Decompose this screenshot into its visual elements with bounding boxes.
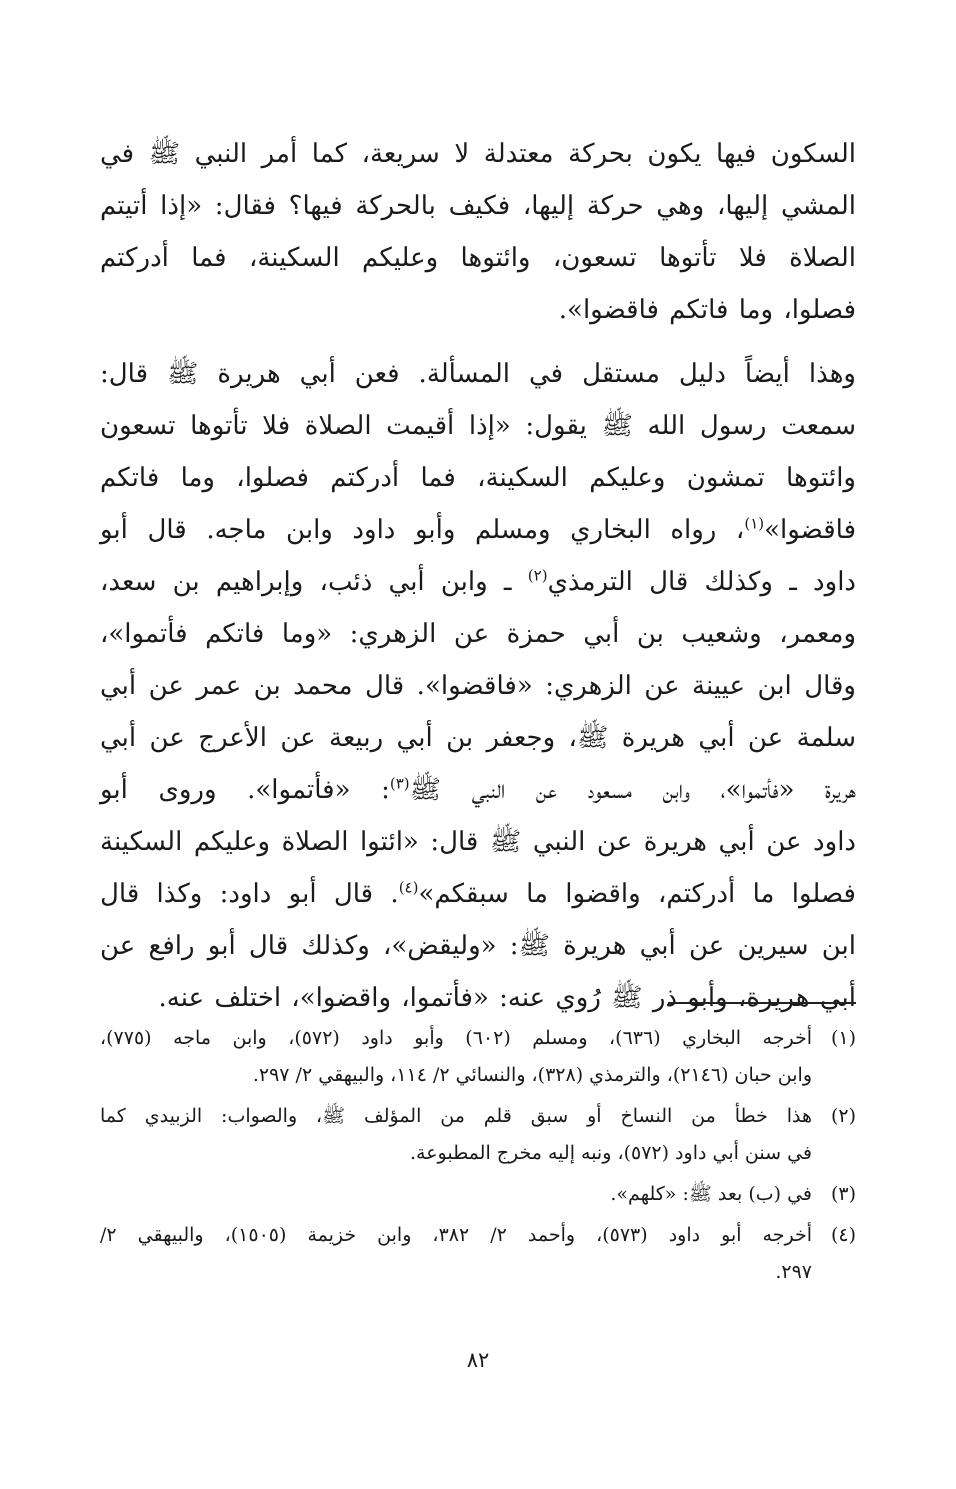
text-fragment: : «فأتموا». وروى أبو	[100, 775, 390, 805]
text-line: الصلاة فلا تأتوها تسعون، وائتوها وعليكم السكينة، فما أدركتم	[100, 243, 856, 273]
text-fragment: فصلوا ما أدركتم، واقضوا ما سبقكم»	[418, 879, 856, 909]
footnote-line: أخرجه البخاري (٦٣٦)، ومسلم (٦٠٢) وأبو داود (٥٧٢)، وابن ماجه (٧٧٥)،	[100, 1027, 812, 1049]
footnote-1	[100, 1020, 856, 1094]
text-fragment: . قال أبو داود: وكذا قال	[100, 879, 399, 909]
text-line	[100, 764, 856, 816]
footnote-marker[interactable]: (١)	[744, 514, 765, 533]
footnote-4	[100, 1217, 856, 1291]
footnote-text	[100, 1098, 812, 1172]
text-fragment: فاقضوا»	[764, 515, 856, 545]
footnote-separator	[668, 1002, 856, 1004]
footnote-3	[100, 1176, 856, 1213]
text-line: ابن سيرين عن أبي هريرة ﷺ: «وليقض»، وكذلك قال أبو رافع عن	[100, 931, 856, 961]
text-line	[100, 504, 856, 556]
footnote-number: (١)	[830, 1027, 856, 1049]
footnote-2	[100, 1098, 856, 1172]
footnote-line: في سنن أبي داود (٥٧٢)، ونبه إليه مخرج المطبوعة.	[409, 1142, 812, 1164]
footnote-line: أخرجه أبو داود (٥٧٣)، وأحمد ٢/ ٣٨٢، وابن خزيمة (١٥٠٥)، والبيهقي ٢/	[100, 1224, 812, 1246]
text-line: ومعمر، وشعيب بن أبي حمزة عن الزهري: «وما فاتكم فأتموا»،	[100, 619, 856, 649]
text-line: السكون فيها يكون بحركة معتدلة لا سريعة، كما أمر النبي ﷺ في	[100, 139, 856, 169]
text-line	[100, 556, 856, 608]
footnote-line: وابن حبان (٢١٤٦)، والترمذي (٣٢٨)، والنسائي ٢/ ١١٤، والبيهقي ٢/ ٢٩٧.	[252, 1064, 812, 1086]
footnote-line: ٢٩٧.	[775, 1261, 812, 1283]
main-text	[100, 128, 856, 1024]
text-line: وقال ابن عيينة عن الزهري: «فاقضوا». قال محمد بن عمر عن أبي	[100, 671, 856, 701]
footnote-text	[100, 1020, 812, 1094]
text-fragment: داود ـ وكذلك قال الترمذي	[547, 567, 856, 597]
text-line: وهذا أيضاً دليل مستقل في المسألة. فعن أبي هريرة ﷺ قال:	[100, 359, 856, 389]
footnote-text	[100, 1176, 812, 1213]
text-line: سمعت رسول الله ﷺ يقول: «إذا أقيمت الصلاة فلا تأتوها تسعون	[100, 411, 856, 441]
footnote-number: (٢)	[830, 1105, 856, 1127]
text-line	[100, 868, 856, 920]
text-line: داود عن أبي هريرة عن النبي ﷺ قال: «ائتوا الصلاة وعليكم السكينة	[100, 827, 856, 857]
paragraph-1	[100, 128, 856, 336]
footnote-line: في (ب) بعد ﷺ: «كلهم».	[610, 1183, 812, 1205]
text-fragment: ، رواه البخاري ومسلم وأبو داود وابن ماجه. قال أبو	[100, 515, 745, 545]
paragraph-2	[100, 348, 856, 1024]
footnote-marker[interactable]: (٣)	[389, 774, 410, 793]
text-line: وائتوها تمشون وعليكم السكينة، فما أدركتم فصلوا، وما فاتكم	[100, 463, 856, 493]
footnotes	[100, 1020, 856, 1295]
footnote-number: (٣)	[830, 1183, 856, 1205]
page-number: ٨٢	[466, 1348, 490, 1372]
footnote-marker[interactable]: (٢)	[527, 566, 548, 585]
text-line: سلمة عن أبي هريرة ﷺ، وجعفر بن أبي ربيعة عن الأعرج عن أبي	[100, 723, 856, 753]
text-fragment: ـ وابن أبي ذئب، وإبراهيم بن سعد،	[100, 567, 528, 597]
text-line: أبي هريرة، وأبو ذر ﷺ رُوي عنه: «فأتموا، واقضوا»، اختلف عنه.	[158, 983, 856, 1013]
footnote-marker[interactable]: (٤)	[398, 878, 419, 897]
text-line: فصلوا، وما فاتكم فاقضوا».	[558, 295, 856, 325]
footnote-text	[100, 1217, 812, 1291]
footnote-number: (٤)	[830, 1224, 856, 1246]
text-line: المشي إليها، وهي حركة إليها، فكيف بالحركة فيها؟ فقال: «إذا أتيتم	[100, 191, 856, 221]
text-fragment: هريرة «فأتموا»، وابن مسعود عن النبي ﷺ	[409, 775, 856, 805]
footnote-line: هذا خطأ من النساخ أو سبق قلم من المؤلف ﷺ، والصواب: الزبيدي كما	[100, 1105, 812, 1127]
